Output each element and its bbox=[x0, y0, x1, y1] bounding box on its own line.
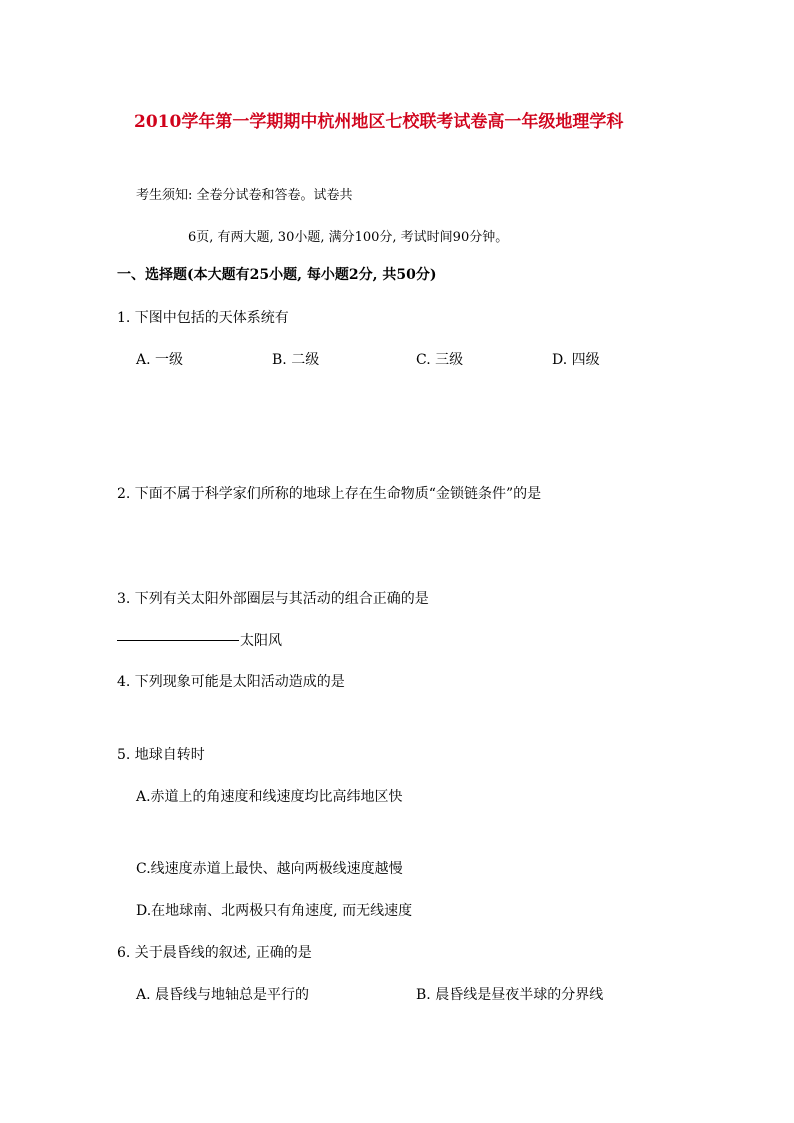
question-6: 6. 关于晨昏线的叙述, 正确的是 bbox=[117, 945, 312, 961]
question-5-option-d: D.在地球南、北两极只有角速度, 而无线速度 bbox=[136, 903, 413, 919]
question-6-option-a: A. 晨昏线与地轴总是平行的 bbox=[136, 987, 310, 1003]
question-5-option-c: C.线速度赤道上最快、越向两极线速度越慢 bbox=[136, 861, 403, 877]
question-1: 1. 下图中包括的天体系统有 bbox=[117, 310, 289, 326]
question-2: 2. 下面不属于科学家们所称的地球上存在生命物质“金锁链条件”的是 bbox=[117, 486, 542, 502]
question-3: 3. 下列有关太阳外部圈层与其活动的组合正确的是 bbox=[117, 591, 429, 607]
notice-line-2: 6页, 有两大题, 30小题, 满分100分, 考试时间90分钟。 bbox=[188, 230, 509, 245]
exam-title: 2010学年第一学期期中杭州地区七校联考试卷高一年级地理学科 bbox=[134, 112, 624, 132]
question-5: 5. 地球自转时 bbox=[117, 747, 205, 763]
blank-line bbox=[117, 640, 239, 641]
question-4: 4. 下列现象可能是太阳活动造成的是 bbox=[117, 674, 345, 690]
question-1-option-a: A. 一级 bbox=[136, 352, 184, 368]
question-1-option-d: D. 四级 bbox=[552, 352, 600, 368]
notice-line-1: 考生须知: 全卷分试卷和答卷。试卷共 bbox=[136, 188, 353, 203]
section-heading: 一、选择题(本大题有25小题, 每小题2分, 共50分) bbox=[117, 267, 437, 283]
question-1-option-c: C. 三级 bbox=[416, 352, 464, 368]
question-6-option-b: B. 晨昏线是昼夜半球的分界线 bbox=[416, 987, 604, 1003]
question-1-option-b: B. 二级 bbox=[272, 352, 320, 368]
question-3-fragment: 太阳风 bbox=[240, 633, 282, 649]
question-5-option-a: A.赤道上的角速度和线速度均比高纬地区快 bbox=[136, 789, 403, 805]
